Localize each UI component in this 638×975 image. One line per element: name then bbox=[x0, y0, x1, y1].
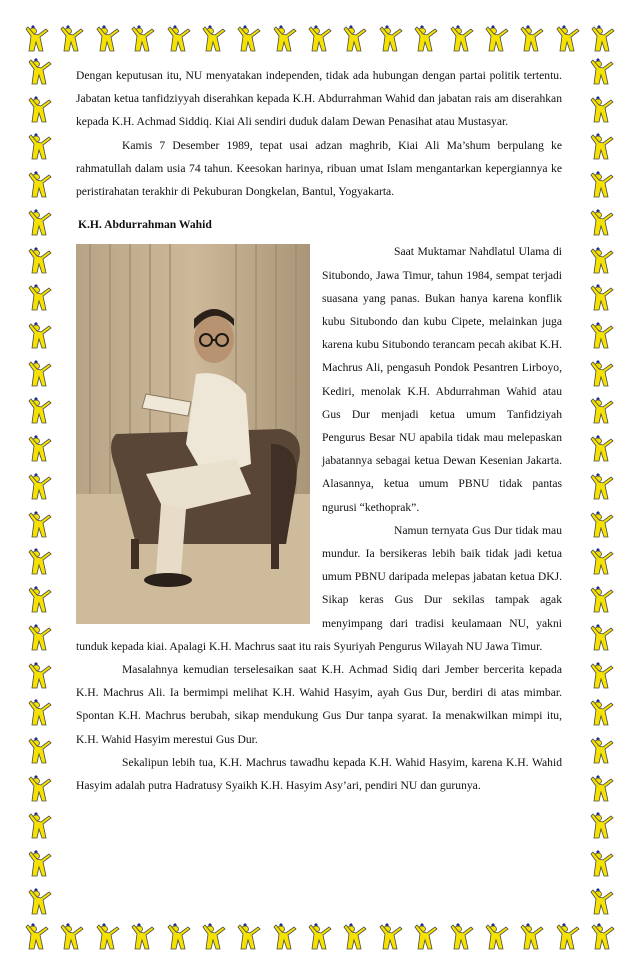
paragraph: Dengan keputusan itu, NU menyatakan independen, tidak ada hubungan dengan partai politik tertentu. Jabatan ketua tanfidziyyah diserahkan kepada K.H. Abdurrahman Wahid dan jabatan rais am diserahkan kepada K.H. Achmad Siddiq. Kiai Ali sendiri duduk dalam Dewan Penasihat atau Mustasyar. bbox=[76, 69, 562, 129]
cheering-figure-icon bbox=[25, 397, 53, 425]
paragraph: Saat Muktamar Nahdlatul Ulama di Situbondo, Jawa Timur, tahun 1984, sempat terjadi suasana yang panas. Bukan hanya karena konflik kubu Situbondo dan kubu Cipete, melainkan juga karena kubu Situbondo terancam pecah akibat K.H. Machrus Ali, pengasuh Pondok Pesantren Lirboyo, Kediri, menolak K.H. Abdurrahman Wahid atau Gus Dur menjadi ketua umum Tanfidziyah Pengurus Besar NU apabila tidak mau melepaskan jabatannya sebagai ketua Dewan Kesenian Jakarta. Alasannya, ketua umum PBNU tidak pantas ngurusi “kethoprak”. bbox=[322, 245, 562, 514]
cheering-figure-icon bbox=[376, 923, 404, 951]
border-top bbox=[22, 24, 616, 54]
cheering-figure-icon bbox=[25, 888, 53, 916]
cheering-figure-icon bbox=[447, 25, 475, 53]
cheering-figure-icon bbox=[587, 775, 615, 803]
cheering-figure-icon bbox=[587, 586, 615, 614]
cheering-figure-icon bbox=[587, 511, 615, 539]
cheering-figure-icon bbox=[25, 171, 53, 199]
cheering-figure-icon bbox=[25, 322, 53, 350]
cheering-figure-icon bbox=[553, 25, 581, 53]
paragraph: Kamis 7 Desember 1989, tepat usai adzan maghrib, Kiai Ali Ma’shum berpulang ke rahmatullah dalam usia 74 tahun. Keesokan harinya, ribuan umat Islam mengantarkan kepergiannya ke peristirahatan terakhir di Pekuburan Dongkelan, Bantul, Yogyakarta. bbox=[76, 138, 562, 199]
cheering-figure-icon bbox=[25, 360, 53, 388]
cheering-figure-icon bbox=[587, 812, 615, 840]
cheering-figure-icon bbox=[517, 923, 545, 951]
border-right bbox=[586, 58, 616, 916]
cheering-figure-icon bbox=[25, 624, 53, 652]
cheering-figure-icon bbox=[305, 25, 333, 53]
cheering-figure-icon bbox=[587, 737, 615, 765]
cheering-figure-icon bbox=[25, 586, 53, 614]
cheering-figure-icon bbox=[587, 247, 615, 275]
cheering-figure-icon bbox=[25, 737, 53, 765]
paragraph: Masalahnya kemudian terselesaikan saat K.H. Achmad Sidiq dari Jember bercerita kepada K.H. Machrus Ali. Ia bermimpi melihat K.H. Wahid Hasyim, ayah Gus Dur, berdiri di atas mimbar. Spontan K.H. Machrus berubah, sikap mendukung Gus Dur tanpa syarat. Ia menakwilkan mimpi itu, K.H. Wahid Hasyim merestui Gus Dur. bbox=[76, 663, 562, 746]
cheering-figure-icon bbox=[587, 888, 615, 916]
cheering-figure-icon bbox=[25, 699, 53, 727]
cheering-figure-icon bbox=[411, 25, 439, 53]
cheering-figure-icon bbox=[270, 25, 298, 53]
cheering-figure-icon bbox=[587, 209, 615, 237]
cheering-figure-icon bbox=[588, 25, 616, 53]
cheering-figure-icon bbox=[588, 923, 616, 951]
cheering-figure-icon bbox=[587, 662, 615, 690]
cheering-figure-icon bbox=[376, 25, 404, 53]
cheering-figure-icon bbox=[93, 25, 121, 53]
section-heading: K.H. Abdurrahman Wahid bbox=[78, 218, 212, 232]
cheering-figure-icon bbox=[587, 473, 615, 501]
cheering-figure-icon bbox=[553, 923, 581, 951]
cheering-figure-icon bbox=[305, 923, 333, 951]
cheering-figure-icon bbox=[411, 923, 439, 951]
cheering-figure-icon bbox=[93, 923, 121, 951]
cheering-figure-icon bbox=[25, 473, 53, 501]
cheering-figure-icon bbox=[587, 58, 615, 86]
cheering-figure-icon bbox=[447, 923, 475, 951]
cheering-figure-icon bbox=[482, 25, 510, 53]
border-bottom bbox=[22, 922, 616, 952]
cheering-figure-icon bbox=[25, 812, 53, 840]
cheering-figure-icon bbox=[25, 662, 53, 690]
cheering-figure-icon bbox=[587, 699, 615, 727]
cheering-figure-icon bbox=[25, 96, 53, 124]
cheering-figure-icon bbox=[199, 25, 227, 53]
cheering-figure-icon bbox=[517, 25, 545, 53]
cheering-figure-icon bbox=[25, 133, 53, 161]
cheering-figure-icon bbox=[587, 133, 615, 161]
seated-man-reading-photo bbox=[76, 244, 310, 624]
cheering-figure-icon bbox=[587, 850, 615, 878]
cheering-figure-icon bbox=[234, 923, 262, 951]
cheering-figure-icon bbox=[587, 397, 615, 425]
cheering-figure-icon bbox=[128, 923, 156, 951]
cheering-figure-icon bbox=[270, 923, 298, 951]
cheering-figure-icon bbox=[587, 360, 615, 388]
cheering-figure-icon bbox=[164, 923, 192, 951]
cheering-figure-icon bbox=[164, 25, 192, 53]
cheering-figure-icon bbox=[340, 923, 368, 951]
cheering-figure-icon bbox=[587, 96, 615, 124]
cheering-figure-icon bbox=[57, 923, 85, 951]
cheering-figure-icon bbox=[587, 435, 615, 463]
cheering-figure-icon bbox=[587, 171, 615, 199]
paragraph: Sekalipun lebih tua, K.H. Machrus tawadhu kepada K.H. Wahid Hasyim, karena K.H. Wahid Hasyim adalah putra Hadratusy Syaikh K.H. Hasyim Asy’ari, pendiri NU dan gurunya. bbox=[76, 755, 562, 793]
portrait-photo bbox=[76, 244, 310, 624]
cheering-figure-icon bbox=[25, 775, 53, 803]
cheering-figure-icon bbox=[25, 209, 53, 237]
cheering-figure-icon bbox=[22, 25, 50, 53]
paragraph: Namun ternyata Gus Dur tidak mau mundur. Ia bersikeras lebih baik tidak jadi ketua umum PBNU daripada melepas jabatan ketua DKJ. Sikap keras Gus Dur sekilas tampak agak menyimpang dari tradisi keulamaan NU, yakni tunduk kepada kiai. Apalagi K.H. Machrus saat itu rais Syuriyah Pengurus Wilayah NU Jawa Timur. bbox=[76, 523, 562, 653]
cheering-figure-icon bbox=[25, 58, 53, 86]
cheering-figure-icon bbox=[25, 511, 53, 539]
cheering-figure-icon bbox=[25, 435, 53, 463]
cheering-figure-icon bbox=[587, 322, 615, 350]
cheering-figure-icon bbox=[587, 548, 615, 576]
cheering-figure-icon bbox=[57, 25, 85, 53]
cheering-figure-icon bbox=[22, 923, 50, 951]
cheering-figure-icon bbox=[587, 284, 615, 312]
cheering-figure-icon bbox=[234, 25, 262, 53]
document-body bbox=[76, 64, 562, 797]
cheering-figure-icon bbox=[25, 247, 53, 275]
border-left bbox=[24, 58, 54, 916]
cheering-figure-icon bbox=[25, 548, 53, 576]
cheering-figure-icon bbox=[340, 25, 368, 53]
cheering-figure-icon bbox=[25, 284, 53, 312]
cheering-figure-icon bbox=[25, 850, 53, 878]
cheering-figure-icon bbox=[587, 624, 615, 652]
cheering-figure-icon bbox=[482, 923, 510, 951]
cheering-figure-icon bbox=[128, 25, 156, 53]
cheering-figure-icon bbox=[199, 923, 227, 951]
